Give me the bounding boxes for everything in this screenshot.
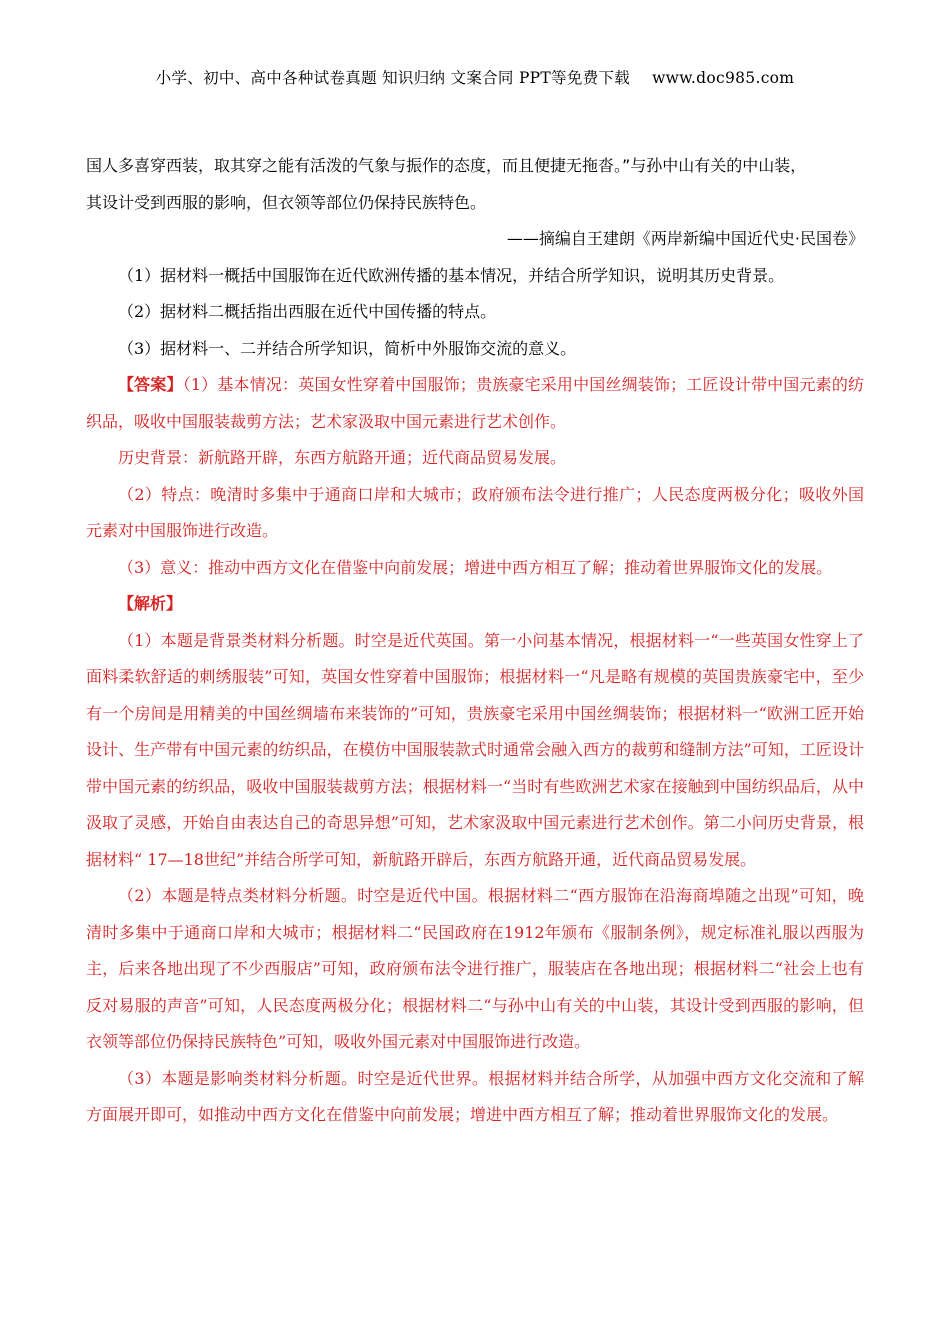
answer-part-1	[86, 367, 864, 440]
header-url[interactable]: www.doc985.com	[652, 69, 795, 87]
material-line-2: 其设计受到西服的影响，但衣领等部位仍保持民族特色。	[86, 192, 487, 212]
analysis-tag: 【解析】	[118, 594, 183, 613]
analysis-part-2: （2）本题是特点类材料分析题。时空是近代中国。根据材料二“西方服饰在沿海商埠随之出现”可知，晚清时多集中于通商口岸和大城市；根据材料二“民国政府在1912年颁布《服制条例》，规定标准礼服以西服为主，后来各地出现了不少西服店”可知，政府颁布法令进行推广，服装店在各地出现；根据材料二“社会上也有反对易服的声音”可知，人民态度两极分化；根据材料二“与孙中山有关的中山装，其设计受到西服的影响，但衣领等部位仍保持民族特色”可知，吸收外国元素对中国服饰进行改造。	[86, 886, 864, 1051]
analysis-part-1: （1）本题是背景类材料分析题。时空是近代英国。第一小问基本情况，根据材料一“一些英国女性穿上了面料柔软舒适的刺绣服装”可知，英国女性穿着中国服饰；根据材料一“凡是略有规模的英国贵族豪宅中，至少有一个房间是用精美的中国丝绸墙布来装饰的”可知，贵族豪宅采用中国丝绸装饰；根据材料一“欧洲工匠开始设计、生产带有中国元素的纺织品，在模仿中国服装款式时通常会融入西方的裁剪和缝制方法”可知，工匠设计带中国元素的纺织品，吸收中国服装裁剪方法；根据材料一“当时有些欧洲艺术家在接触到中国纺织品后，从中汲取了灵感，开始自由表达自己的奇思异想”可知，艺术家汲取中国元素进行艺术创作。第二小问历史背景，根据材料“ 17—18世纪”并结合所学可知，新航路开辟后，东西方航路开通，近代商品贸易发展。	[86, 630, 864, 869]
analysis-part-3: （3）本题是影响类材料分析题。时空是近代世界。根据材料并结合所学，从加强中西方文化交流和了解方面展开即可，如推动中西方文化在借鉴中向前发展；增进中西方相互了解；推动着世界服饰文化的发展。	[86, 1068, 864, 1124]
material-source: ——摘编自王建朗《两岸新编中国近代史·民国卷》	[506, 229, 864, 248]
answer-text-1: （1）基本情况：英国女性穿着中国服饰；贵族豪宅采用中国丝绸装饰；工匠设计带中国元素的纺织品，吸收中国服装裁剪方法；艺术家汲取中国元素进行艺术创作。	[86, 375, 864, 431]
document-body	[86, 148, 864, 1134]
answer-part-4: （3）意义：推动中西方文化在借鉴中向前发展；增进中西方相互了解；推动着世界服饰文化的发展。	[118, 557, 833, 577]
question-1: （1）据材料一概括中国服饰在近代欧洲传播的基本情况，并结合所学知识，说明其历史背景。	[118, 265, 785, 285]
answer-part-3: （2）特点：晚清时多集中于通商口岸和大城市；政府颁布法令进行推广；人民态度两极分化；吸收外国元素对中国服饰进行改造。	[86, 484, 864, 540]
material-line-1: 国人多喜穿西装，取其穿之能有活泼的气象与振作的态度，而且便捷无拖沓。”与孙中山有关的中山装，	[86, 156, 807, 175]
answer-tag: 【答案】	[118, 375, 183, 394]
answer-part-2: 历史背景：新航路开辟，东西方航路开通；近代商品贸易发展。	[118, 448, 567, 467]
page-header	[0, 66, 950, 88]
analysis-heading	[86, 586, 864, 623]
question-2: （2）据材料二概括指出西服在近代中国传播的特点。	[118, 302, 497, 321]
question-3: （3）据材料一、二并结合所学知识，简析中外服饰交流的意义。	[118, 338, 577, 358]
header-site-text: 小学、初中、高中各种试卷真题 知识归纳 文案合同 PPT等免费下载	[155, 69, 631, 87]
